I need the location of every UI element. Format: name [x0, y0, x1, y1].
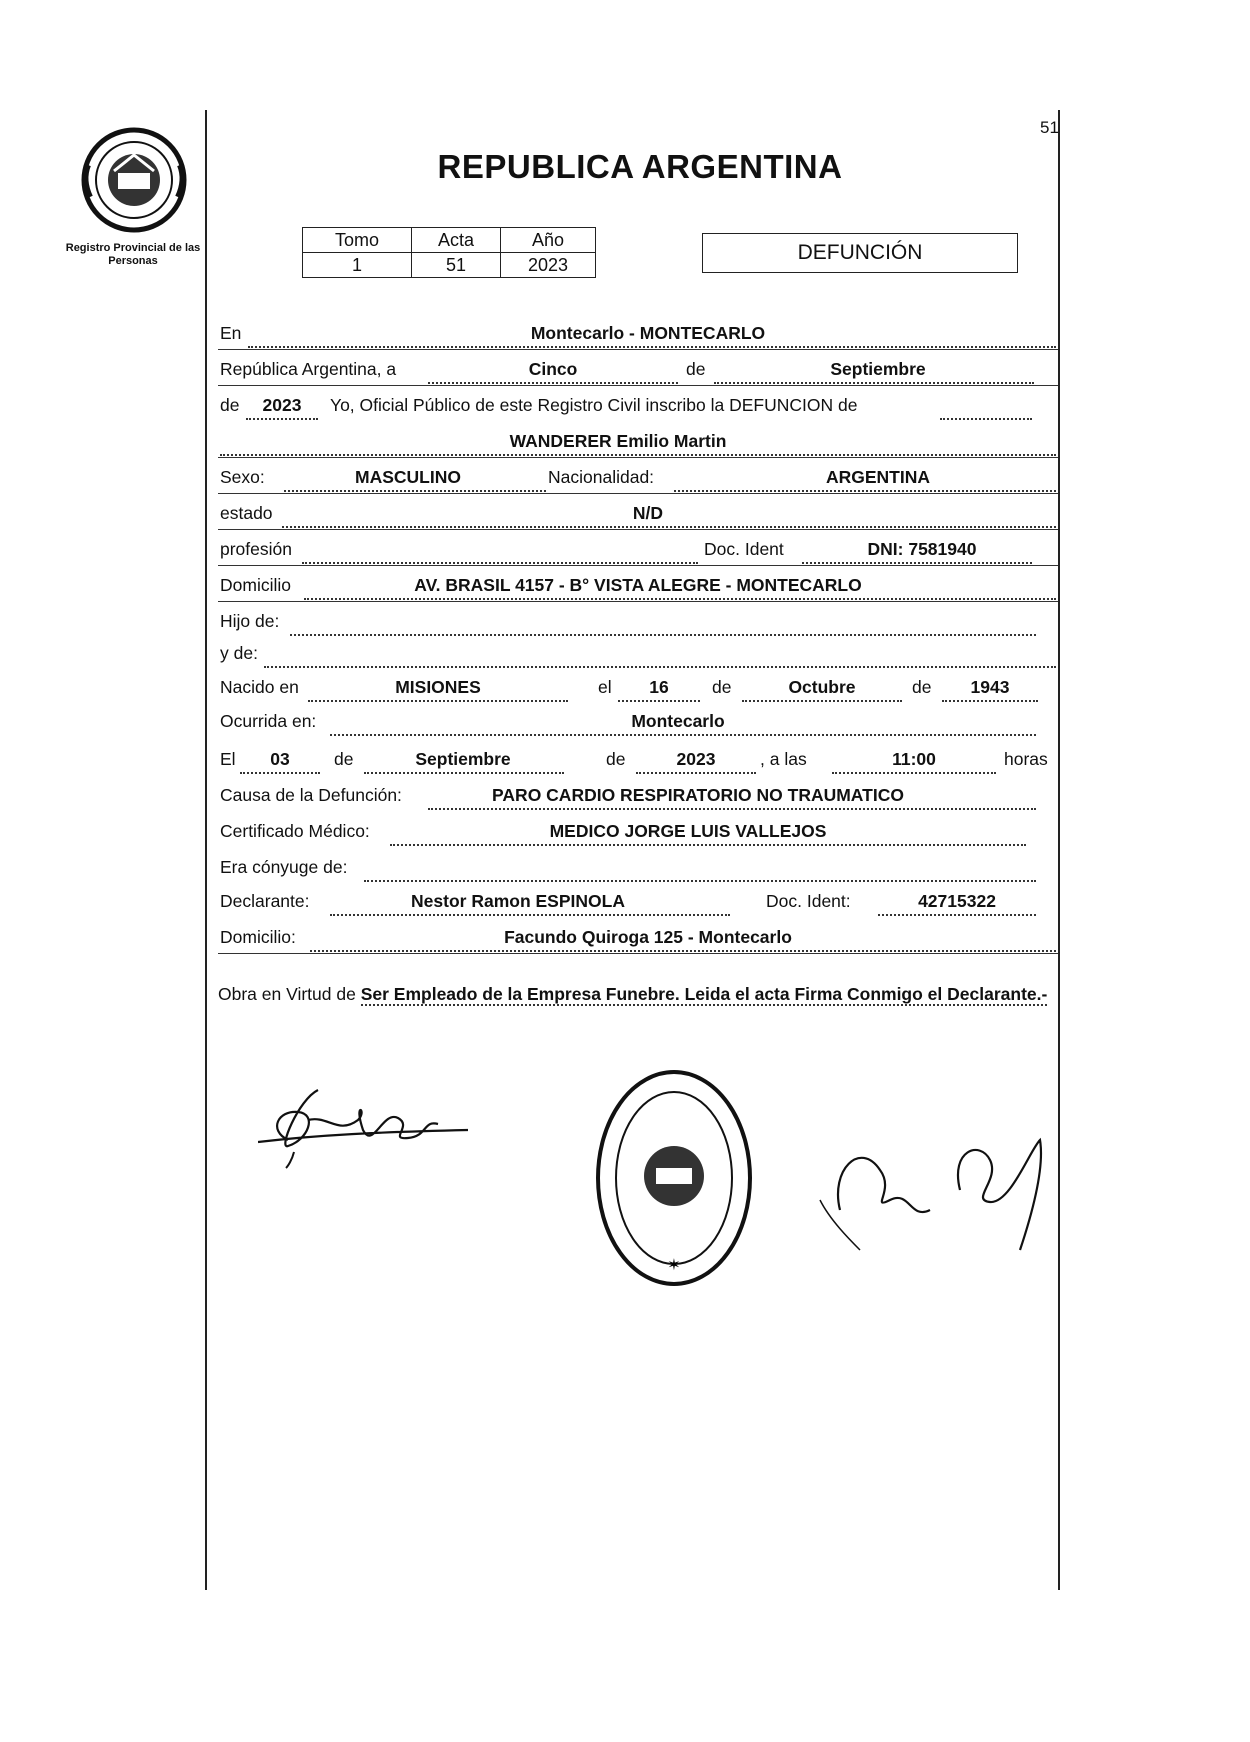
row-profesion: [218, 530, 1058, 566]
label-ocurrida: Ocurrida en:: [220, 711, 317, 731]
row-certificado: [218, 812, 1058, 848]
label-obra: Obra en Virtud de: [218, 984, 356, 1004]
label-domicilio: Domicilio: [220, 575, 291, 595]
id-value-anio: 2023: [501, 253, 596, 278]
label-sexo: Sexo:: [220, 467, 265, 487]
left-border: [205, 110, 207, 1590]
id-header-anio: Año: [501, 228, 596, 253]
row-ocurrida: [218, 702, 1058, 738]
row-en: [218, 314, 1058, 350]
row-defuncion-fecha: [218, 740, 1058, 776]
row-nacido: [218, 668, 1058, 704]
signature-declarante-icon: [258, 1080, 468, 1170]
label-de4: de: [912, 677, 932, 697]
value-def-dia: 03: [270, 749, 290, 769]
label-de2: de: [220, 395, 240, 415]
id-value-tomo: 1: [303, 253, 412, 278]
page-number: 51: [1040, 118, 1059, 137]
value-nac-dia: 16: [649, 677, 669, 697]
row-estado: [218, 494, 1058, 530]
id-value-acta: 51: [412, 253, 501, 278]
value-dia: Cinco: [528, 359, 578, 379]
row-yde: [218, 634, 1058, 670]
svg-text:✶: ✶: [667, 1255, 681, 1274]
label-republica: República Argentina, a: [220, 359, 397, 379]
value-anio: 2023: [262, 395, 302, 415]
row-conyuge: [218, 848, 1058, 884]
value-def-hora: 11:00: [892, 749, 936, 769]
value-mes: Septiembre: [830, 359, 926, 379]
value-estado: N/D: [632, 503, 664, 523]
row-yo: [218, 386, 1058, 422]
value-certificado: MEDICO JORGE LUIS VALLEJOS: [549, 821, 827, 841]
official-stamp: [594, 1068, 754, 1293]
label-hijo: Hijo de:: [220, 611, 280, 631]
label-horas: horas: [1004, 749, 1048, 769]
value-def-mes: Septiembre: [415, 749, 511, 769]
value-ocurrida: Montecarlo: [631, 711, 725, 731]
row-declarante: [218, 882, 1058, 918]
label-de5: de: [334, 749, 354, 769]
value-domicilio: AV. BRASIL 4157 - B° VISTA ALEGRE - MONTECARLO: [414, 575, 862, 595]
label-doc2: Doc. Ident:: [766, 891, 851, 911]
page-title: REPUBLICA ARGENTINA: [437, 148, 843, 185]
signature-oficial-icon: [800, 1130, 1050, 1260]
label-certificado: Certificado Médico:: [220, 821, 370, 841]
text-oficial: Yo, Oficial Público de este Registro Civil inscribo la DEFUNCION de: [330, 395, 858, 415]
value-nombre: WANDERER Emilio Martin: [509, 431, 727, 451]
label-nacido: Nacido en: [220, 677, 299, 697]
value-causa: PARO CARDIO RESPIRATORIO NO TRAUMATICO: [492, 785, 904, 805]
act-type-box: DEFUNCIÓN: [702, 233, 1018, 273]
label-el: el: [598, 677, 612, 697]
label-de3: de: [712, 677, 732, 697]
obra-en-virtud: [218, 982, 1058, 1006]
label-alas: , a las: [760, 749, 807, 769]
id-header-tomo: Tomo: [303, 228, 412, 253]
registry-caption: Registro Provincial de las Personas: [65, 242, 201, 267]
label-en: En: [220, 323, 242, 343]
label-conyuge: Era cónyuge de:: [220, 857, 348, 877]
label-domicilio2: Domicilio:: [220, 927, 296, 947]
label-profesion: profesión: [220, 539, 292, 559]
value-def-anio: 2023: [676, 749, 716, 769]
label-yde: y de:: [220, 643, 258, 663]
value-declarante: Nestor Ramon ESPINOLA: [411, 891, 625, 911]
label-doc: Doc. Ident: [704, 539, 784, 559]
row-sexo: [218, 458, 1058, 494]
id-table: [302, 227, 596, 278]
label-nacionalidad: Nacionalidad:: [548, 467, 655, 487]
label-estado: estado: [220, 503, 273, 523]
label-declarante: Declarante:: [220, 891, 310, 911]
value-domicilio2: Facundo Quiroga 125 - Montecarlo: [504, 927, 792, 947]
row-fecha: [218, 350, 1058, 386]
row-nombre: [218, 422, 1058, 458]
value-sexo: MASCULINO: [355, 467, 461, 487]
row-domicilio: [218, 566, 1058, 602]
row-causa: [218, 776, 1058, 812]
value-doc2: 42715322: [918, 891, 996, 911]
label-de: de: [686, 359, 706, 379]
value-doc: DNI: 7581940: [867, 539, 977, 559]
value-nac-mes: Octubre: [788, 677, 856, 697]
value-nacido: MISIONES: [395, 677, 481, 697]
label-causa: Causa de la Defunción:: [220, 785, 402, 805]
registry-seal-icon: [78, 125, 190, 240]
id-header-acta: Acta: [412, 228, 501, 253]
value-nac-anio: 1943: [970, 677, 1010, 697]
row-domicilio-declarante: [218, 918, 1058, 954]
label-de6: de: [606, 749, 626, 769]
value-obra: Ser Empleado de la Empresa Funebre. Leida el acta Firma Conmigo el Declarante.-: [360, 984, 1048, 1004]
right-border: [1058, 110, 1060, 1590]
label-el2: El: [220, 749, 236, 769]
value-lugar: Montecarlo - MONTECARLO: [530, 323, 766, 343]
row-hijo: [218, 602, 1058, 638]
value-nacionalidad: ARGENTINA: [825, 467, 931, 487]
